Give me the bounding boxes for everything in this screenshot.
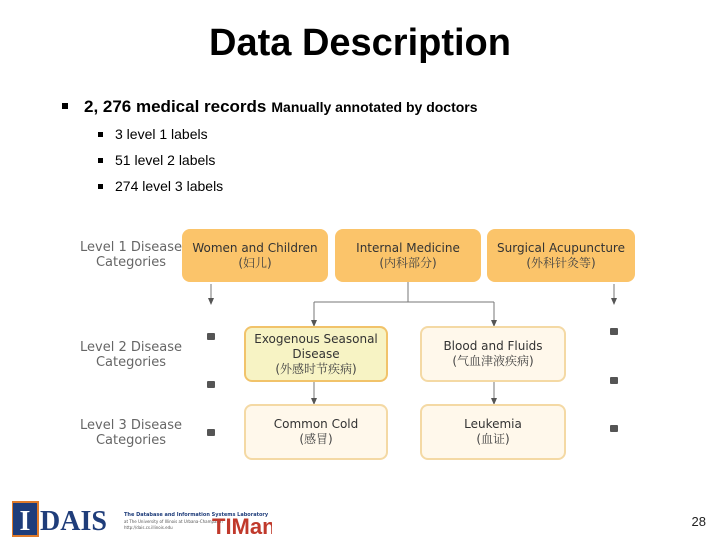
collapsed-node-marker	[207, 381, 215, 388]
level1-box-women-children: Women and Children (妇儿)	[182, 229, 328, 282]
bullet-marker	[62, 103, 68, 109]
level3-box-common-cold: Common Cold (感冒)	[244, 404, 388, 460]
lab-affiliation: at The University of Illinois at Urbana-Champaign	[124, 519, 223, 524]
main-bullet-text: Manually annotated by doctors	[271, 99, 478, 115]
level1-box-surgical-acupuncture: Surgical Acupuncture (外科针灸等)	[487, 229, 635, 282]
dais-wordmark: DAIS	[40, 506, 107, 537]
page-number: 28	[691, 514, 706, 529]
bullet-marker	[98, 132, 103, 137]
sub-bullet-text: 3 level 1 labels	[115, 126, 208, 142]
dais-timan-logo	[12, 500, 272, 538]
level-1-label: Level 1 Disease Categories	[80, 240, 182, 270]
sub-bullet	[98, 178, 223, 194]
timan-wordmark: TIMan	[212, 514, 272, 538]
sub-bullet	[98, 126, 208, 142]
collapsed-node-marker	[610, 377, 618, 384]
sub-bullet-text: 51 level 2 labels	[115, 152, 216, 168]
level1-box-internal-medicine: Internal Medicine (内科部分)	[335, 229, 481, 282]
main-bullet	[62, 97, 478, 117]
sub-bullet-text: 274 level 3 labels	[115, 178, 224, 194]
collapsed-node-marker	[610, 328, 618, 335]
bullet-marker	[98, 158, 103, 163]
collapsed-node-marker	[610, 425, 618, 432]
bullet-marker	[98, 184, 103, 189]
collapsed-node-marker	[207, 333, 215, 340]
level2-box-exogenous: Exogenous Seasonal Disease (外感时节疾病)	[244, 326, 388, 382]
level-2-label: Level 2 Disease Categories	[80, 340, 182, 370]
lab-name: The Database and Information Systems Laboratory	[124, 512, 269, 518]
slide-title: Data Description	[209, 22, 511, 64]
main-bullet-bold: 2, 276 medical records	[84, 97, 267, 116]
level-3-label: Level 3 Disease Categories	[80, 418, 182, 448]
svg-text:I: I	[19, 506, 31, 537]
lab-url: http://dais.cs.illinois.edu	[124, 525, 173, 530]
level2-box-blood-fluids: Blood and Fluids (气血津液疾病)	[420, 326, 566, 382]
level3-box-leukemia: Leukemia (血证)	[420, 404, 566, 460]
collapsed-node-marker	[207, 429, 215, 436]
sub-bullet	[98, 152, 215, 168]
